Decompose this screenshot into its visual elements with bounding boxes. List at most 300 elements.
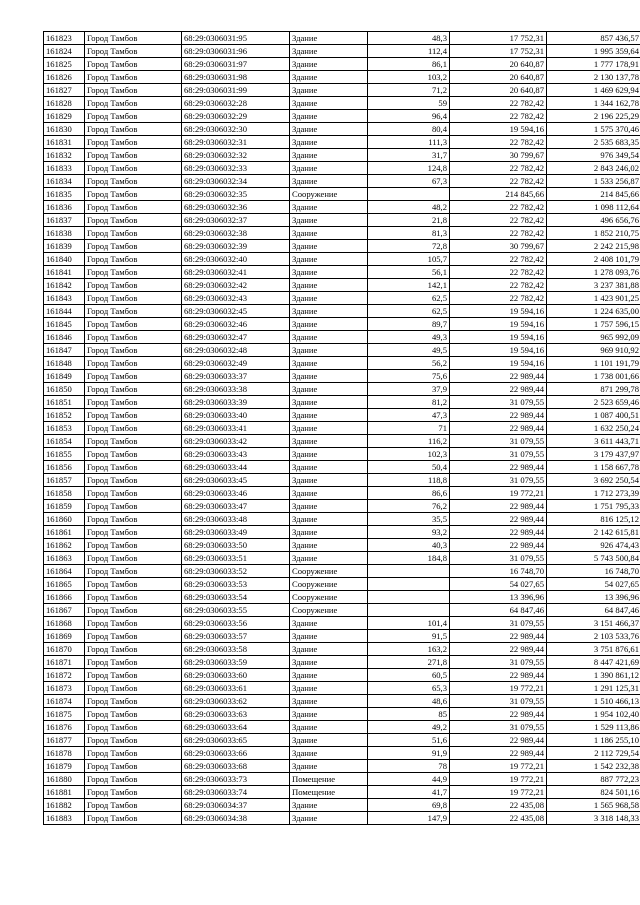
table-row	[44, 448, 640, 461]
cadastral-number-cell: 68:29:0306034:38	[182, 812, 290, 825]
cadastral-value-cell: 824 501,16	[547, 786, 640, 799]
cadastral-value-cell: 8 447 421,69	[547, 656, 640, 669]
table-row	[44, 279, 640, 292]
table-row	[44, 409, 640, 422]
unit-value-cell: 22 989,44	[450, 708, 547, 721]
unit-value-cell: 31 079,55	[450, 396, 547, 409]
area-cell: 49,3	[368, 331, 450, 344]
cadastral-number-cell: 68:29:0306032:40	[182, 253, 290, 266]
area-cell: 118,8	[368, 474, 450, 487]
settlement-cell: Город Тамбов	[85, 344, 182, 357]
row-number-cell: 161840	[44, 253, 85, 266]
table-row	[44, 487, 640, 500]
settlement-cell: Город Тамбов	[85, 591, 182, 604]
unit-value-cell: 17 752,31	[450, 32, 547, 45]
area-cell: 101,4	[368, 617, 450, 630]
object-type-cell: Здание	[290, 357, 368, 370]
row-number-cell: 161837	[44, 214, 85, 227]
cadastral-value-cell: 2 196 225,29	[547, 110, 640, 123]
settlement-cell: Город Тамбов	[85, 604, 182, 617]
object-type-cell: Здание	[290, 617, 368, 630]
cadastral-value-cell: 64 847,46	[547, 604, 640, 617]
table-row	[44, 773, 640, 786]
row-number-cell: 161868	[44, 617, 85, 630]
table-row	[44, 526, 640, 539]
area-cell: 91,5	[368, 630, 450, 643]
area-cell: 76,2	[368, 500, 450, 513]
area-cell: 80,4	[368, 123, 450, 136]
settlement-cell: Город Тамбов	[85, 279, 182, 292]
cadastral-number-cell: 68:29:0306033:46	[182, 487, 290, 500]
cadastral-value-cell: 1 278 093,76	[547, 266, 640, 279]
row-number-cell: 161877	[44, 734, 85, 747]
object-type-cell: Здание	[290, 500, 368, 513]
area-cell: 67,3	[368, 175, 450, 188]
settlement-cell: Город Тамбов	[85, 331, 182, 344]
settlement-cell: Город Тамбов	[85, 461, 182, 474]
cadastral-number-cell: 68:29:0306032:47	[182, 331, 290, 344]
cadastral-number-cell: 68:29:0306033:45	[182, 474, 290, 487]
row-number-cell: 161855	[44, 448, 85, 461]
object-type-cell: Здание	[290, 149, 368, 162]
area-cell	[368, 565, 450, 578]
cadastral-number-cell: 68:29:0306033:64	[182, 721, 290, 734]
object-type-cell: Здание	[290, 799, 368, 812]
unit-value-cell: 30 799,67	[450, 240, 547, 253]
cadastral-number-cell: 68:29:0306033:42	[182, 435, 290, 448]
table-row	[44, 513, 640, 526]
row-number-cell: 161825	[44, 58, 85, 71]
cadastral-number-cell: 68:29:0306033:55	[182, 604, 290, 617]
cadastral-number-cell: 68:29:0306032:29	[182, 110, 290, 123]
row-number-cell: 161830	[44, 123, 85, 136]
table-row	[44, 565, 640, 578]
unit-value-cell: 31 079,55	[450, 552, 547, 565]
settlement-cell: Город Тамбов	[85, 474, 182, 487]
area-cell: 69,8	[368, 799, 450, 812]
unit-value-cell: 22 989,44	[450, 383, 547, 396]
object-type-cell: Здание	[290, 383, 368, 396]
cadastral-value-cell: 54 027,65	[547, 578, 640, 591]
row-number-cell: 161857	[44, 474, 85, 487]
area-cell: 111,3	[368, 136, 450, 149]
row-number-cell: 161859	[44, 500, 85, 513]
unit-value-cell: 22 782,42	[450, 110, 547, 123]
row-number-cell: 161839	[44, 240, 85, 253]
cadastral-value-cell: 1 565 968,58	[547, 799, 640, 812]
row-number-cell: 161843	[44, 292, 85, 305]
table-row	[44, 682, 640, 695]
area-cell: 48,2	[368, 201, 450, 214]
table-row	[44, 695, 640, 708]
document-page	[43, 31, 639, 825]
cadastral-value-cell: 13 396,96	[547, 591, 640, 604]
cadastral-number-cell: 68:29:0306033:54	[182, 591, 290, 604]
cadastral-number-cell: 68:29:0306033:65	[182, 734, 290, 747]
settlement-cell: Город Тамбов	[85, 799, 182, 812]
table-row	[44, 578, 640, 591]
area-cell: 47,3	[368, 409, 450, 422]
unit-value-cell: 22 989,44	[450, 370, 547, 383]
object-type-cell: Здание	[290, 513, 368, 526]
area-cell: 91,9	[368, 747, 450, 760]
settlement-cell: Город Тамбов	[85, 240, 182, 253]
unit-value-cell: 22 989,44	[450, 734, 547, 747]
object-type-cell: Здание	[290, 682, 368, 695]
cadastral-value-cell: 3 611 443,71	[547, 435, 640, 448]
area-cell: 62,5	[368, 305, 450, 318]
area-cell: 21,8	[368, 214, 450, 227]
object-type-cell: Помещение	[290, 773, 368, 786]
area-cell: 51,6	[368, 734, 450, 747]
cadastral-number-cell: 68:29:0306033:51	[182, 552, 290, 565]
object-type-cell: Сооружение	[290, 565, 368, 578]
object-type-cell: Здание	[290, 448, 368, 461]
unit-value-cell: 22 989,44	[450, 409, 547, 422]
settlement-cell: Город Тамбов	[85, 292, 182, 305]
unit-value-cell: 22 989,44	[450, 422, 547, 435]
row-number-cell: 161878	[44, 747, 85, 760]
cadastral-number-cell: 68:29:0306032:32	[182, 149, 290, 162]
row-number-cell: 161871	[44, 656, 85, 669]
area-cell: 50,4	[368, 461, 450, 474]
cadastral-number-cell: 68:29:0306033:37	[182, 370, 290, 383]
table-row	[44, 318, 640, 331]
settlement-cell: Город Тамбов	[85, 669, 182, 682]
area-cell: 75,6	[368, 370, 450, 383]
object-type-cell: Здание	[290, 344, 368, 357]
cadastral-value-cell: 857 436,57	[547, 32, 640, 45]
object-type-cell: Здание	[290, 656, 368, 669]
cadastral-value-cell: 3 751 876,61	[547, 643, 640, 656]
cadastral-value-cell: 871 299,78	[547, 383, 640, 396]
cadastral-value-cell: 1 777 178,91	[547, 58, 640, 71]
settlement-cell: Город Тамбов	[85, 175, 182, 188]
table-row	[44, 305, 640, 318]
settlement-cell: Город Тамбов	[85, 500, 182, 513]
settlement-cell: Город Тамбов	[85, 578, 182, 591]
cadastral-value-cell: 1 751 795,33	[547, 500, 640, 513]
row-number-cell: 161883	[44, 812, 85, 825]
table-row	[44, 747, 640, 760]
object-type-cell: Сооружение	[290, 578, 368, 591]
row-number-cell: 161864	[44, 565, 85, 578]
object-type-cell: Здание	[290, 175, 368, 188]
row-number-cell: 161865	[44, 578, 85, 591]
area-cell: 105,7	[368, 253, 450, 266]
settlement-cell: Город Тамбов	[85, 643, 182, 656]
cadastral-number-cell: 68:29:0306032:38	[182, 227, 290, 240]
row-number-cell: 161853	[44, 422, 85, 435]
row-number-cell: 161835	[44, 188, 85, 201]
table-row	[44, 474, 640, 487]
cadastral-value-cell: 816 125,12	[547, 513, 640, 526]
unit-value-cell: 31 079,55	[450, 617, 547, 630]
cadastral-number-cell: 68:29:0306032:34	[182, 175, 290, 188]
cadastral-value-cell: 1 224 635,00	[547, 305, 640, 318]
cadastral-number-cell: 68:29:0306033:44	[182, 461, 290, 474]
table-row	[44, 110, 640, 123]
row-number-cell: 161842	[44, 279, 85, 292]
cadastral-value-cell: 3 318 148,33	[547, 812, 640, 825]
settlement-cell: Город Тамбов	[85, 682, 182, 695]
area-cell: 48,3	[368, 32, 450, 45]
table-row	[44, 201, 640, 214]
area-cell: 48,6	[368, 695, 450, 708]
cadastral-number-cell: 68:29:0306032:37	[182, 214, 290, 227]
cadastral-value-cell: 1 186 255,10	[547, 734, 640, 747]
settlement-cell: Город Тамбов	[85, 214, 182, 227]
unit-value-cell: 19 772,21	[450, 786, 547, 799]
unit-value-cell: 22 782,42	[450, 136, 547, 149]
unit-value-cell: 20 640,87	[450, 71, 547, 84]
table-row	[44, 136, 640, 149]
unit-value-cell: 19 594,16	[450, 318, 547, 331]
settlement-cell: Город Тамбов	[85, 45, 182, 58]
object-type-cell: Здание	[290, 292, 368, 305]
row-number-cell: 161847	[44, 344, 85, 357]
area-cell: 40,3	[368, 539, 450, 552]
unit-value-cell: 22 782,42	[450, 253, 547, 266]
object-type-cell: Здание	[290, 409, 368, 422]
cadastral-number-cell: 68:29:0306032:45	[182, 305, 290, 318]
settlement-cell: Город Тамбов	[85, 123, 182, 136]
row-number-cell: 161874	[44, 695, 85, 708]
area-cell	[368, 188, 450, 201]
object-type-cell: Здание	[290, 708, 368, 721]
unit-value-cell: 22 989,44	[450, 513, 547, 526]
cadastral-number-cell: 68:29:0306033:50	[182, 539, 290, 552]
row-number-cell: 161851	[44, 396, 85, 409]
cadastral-number-cell: 68:29:0306033:74	[182, 786, 290, 799]
object-type-cell: Здание	[290, 318, 368, 331]
cadastral-value-cell: 2 535 683,35	[547, 136, 640, 149]
table-row	[44, 721, 640, 734]
table-row	[44, 422, 640, 435]
cadastral-value-cell: 1 087 400,51	[547, 409, 640, 422]
settlement-cell: Город Тамбов	[85, 565, 182, 578]
settlement-cell: Город Тамбов	[85, 253, 182, 266]
object-type-cell: Здание	[290, 526, 368, 539]
object-type-cell: Здание	[290, 396, 368, 409]
cadastral-number-cell: 68:29:0306033:53	[182, 578, 290, 591]
area-cell: 49,2	[368, 721, 450, 734]
unit-value-cell: 22 989,44	[450, 461, 547, 474]
unit-value-cell: 19 594,16	[450, 331, 547, 344]
table-row	[44, 604, 640, 617]
cadastral-number-cell: 68:29:0306033:63	[182, 708, 290, 721]
settlement-cell: Город Тамбов	[85, 422, 182, 435]
unit-value-cell: 22 989,44	[450, 526, 547, 539]
unit-value-cell: 31 079,55	[450, 721, 547, 734]
unit-value-cell: 22 782,42	[450, 279, 547, 292]
area-cell: 35,5	[368, 513, 450, 526]
area-cell: 41,7	[368, 786, 450, 799]
unit-value-cell: 19 772,21	[450, 682, 547, 695]
object-type-cell: Здание	[290, 84, 368, 97]
cadastral-number-cell: 68:29:0306032:36	[182, 201, 290, 214]
settlement-cell: Город Тамбов	[85, 58, 182, 71]
object-type-cell: Здание	[290, 123, 368, 136]
table-body	[44, 32, 640, 825]
cadastral-number-cell: 68:29:0306032:43	[182, 292, 290, 305]
cadastral-value-cell: 1 344 162,78	[547, 97, 640, 110]
unit-value-cell: 22 989,44	[450, 630, 547, 643]
row-number-cell: 161831	[44, 136, 85, 149]
cadastral-value-cell: 1 995 359,64	[547, 45, 640, 58]
row-number-cell: 161858	[44, 487, 85, 500]
unit-value-cell: 22 989,44	[450, 669, 547, 682]
cadastral-value-cell: 1 158 667,78	[547, 461, 640, 474]
settlement-cell: Город Тамбов	[85, 136, 182, 149]
cadastral-number-cell: 68:29:0306031:98	[182, 71, 290, 84]
cadastral-value-cell: 1 098 112,64	[547, 201, 640, 214]
settlement-cell: Город Тамбов	[85, 383, 182, 396]
object-type-cell: Здание	[290, 760, 368, 773]
cadastral-value-cell: 926 474,43	[547, 539, 640, 552]
settlement-cell: Город Тамбов	[85, 487, 182, 500]
table-row	[44, 786, 640, 799]
row-number-cell: 161881	[44, 786, 85, 799]
settlement-cell: Город Тамбов	[85, 539, 182, 552]
area-cell: 37,9	[368, 383, 450, 396]
area-cell: 86,6	[368, 487, 450, 500]
unit-value-cell: 31 079,55	[450, 656, 547, 669]
area-cell: 71	[368, 422, 450, 435]
settlement-cell: Город Тамбов	[85, 370, 182, 383]
table-row	[44, 591, 640, 604]
cadastral-number-cell: 68:29:0306033:58	[182, 643, 290, 656]
area-cell: 271,8	[368, 656, 450, 669]
cadastral-number-cell: 68:29:0306033:68	[182, 760, 290, 773]
row-number-cell: 161870	[44, 643, 85, 656]
object-type-cell: Здание	[290, 643, 368, 656]
object-type-cell: Здание	[290, 32, 368, 45]
area-cell: 81,3	[368, 227, 450, 240]
row-number-cell: 161863	[44, 552, 85, 565]
cadastral-value-cell: 2 242 215,98	[547, 240, 640, 253]
row-number-cell: 161827	[44, 84, 85, 97]
cadastral-value-cell: 2 408 101,79	[547, 253, 640, 266]
row-number-cell: 161826	[44, 71, 85, 84]
cadastral-number-cell: 68:29:0306032:39	[182, 240, 290, 253]
unit-value-cell: 19 772,21	[450, 773, 547, 786]
row-number-cell: 161882	[44, 799, 85, 812]
row-number-cell: 161879	[44, 760, 85, 773]
object-type-cell: Здание	[290, 422, 368, 435]
settlement-cell: Город Тамбов	[85, 71, 182, 84]
unit-value-cell: 17 752,31	[450, 45, 547, 58]
unit-value-cell: 22 782,42	[450, 292, 547, 305]
settlement-cell: Город Тамбов	[85, 552, 182, 565]
settlement-cell: Город Тамбов	[85, 747, 182, 760]
area-cell: 78	[368, 760, 450, 773]
row-number-cell: 161867	[44, 604, 85, 617]
row-number-cell: 161850	[44, 383, 85, 396]
settlement-cell: Город Тамбов	[85, 110, 182, 123]
cadastral-value-cell: 1 757 596,15	[547, 318, 640, 331]
object-type-cell: Здание	[290, 305, 368, 318]
area-cell	[368, 591, 450, 604]
settlement-cell: Город Тамбов	[85, 32, 182, 45]
object-type-cell: Здание	[290, 214, 368, 227]
settlement-cell: Город Тамбов	[85, 396, 182, 409]
area-cell: 59	[368, 97, 450, 110]
settlement-cell: Город Тамбов	[85, 760, 182, 773]
row-number-cell: 161849	[44, 370, 85, 383]
cadastral-number-cell: 68:29:0306032:46	[182, 318, 290, 331]
table-row	[44, 461, 640, 474]
cadastral-number-cell: 68:29:0306032:49	[182, 357, 290, 370]
object-type-cell: Здание	[290, 331, 368, 344]
cadastral-value-cell: 887 772,23	[547, 773, 640, 786]
cadastral-number-cell: 68:29:0306033:48	[182, 513, 290, 526]
unit-value-cell: 31 079,55	[450, 435, 547, 448]
unit-value-cell: 22 782,42	[450, 227, 547, 240]
settlement-cell: Город Тамбов	[85, 149, 182, 162]
table-row	[44, 175, 640, 188]
object-type-cell: Здание	[290, 630, 368, 643]
object-type-cell: Здание	[290, 253, 368, 266]
unit-value-cell: 22 782,42	[450, 97, 547, 110]
object-type-cell: Здание	[290, 227, 368, 240]
area-cell: 184,8	[368, 552, 450, 565]
area-cell: 56,2	[368, 357, 450, 370]
table-row	[44, 669, 640, 682]
area-cell: 62,5	[368, 292, 450, 305]
settlement-cell: Город Тамбов	[85, 812, 182, 825]
unit-value-cell: 54 027,65	[450, 578, 547, 591]
cadastral-number-cell: 68:29:0306033:39	[182, 396, 290, 409]
object-type-cell: Сооружение	[290, 604, 368, 617]
cadastral-value-cell: 1 423 901,25	[547, 292, 640, 305]
settlement-cell: Город Тамбов	[85, 786, 182, 799]
object-type-cell: Здание	[290, 240, 368, 253]
unit-value-cell: 31 079,55	[450, 448, 547, 461]
area-cell: 89,7	[368, 318, 450, 331]
object-type-cell: Здание	[290, 734, 368, 747]
object-type-cell: Здание	[290, 539, 368, 552]
row-number-cell: 161854	[44, 435, 85, 448]
area-cell: 147,9	[368, 812, 450, 825]
object-type-cell: Здание	[290, 812, 368, 825]
row-number-cell: 161836	[44, 201, 85, 214]
cadastral-value-cell: 214 845,66	[547, 188, 640, 201]
table-row	[44, 162, 640, 175]
table-row	[44, 240, 640, 253]
area-cell: 116,2	[368, 435, 450, 448]
cadastral-value-cell: 1 954 102,40	[547, 708, 640, 721]
cadastral-number-cell: 68:29:0306032:30	[182, 123, 290, 136]
settlement-cell: Город Тамбов	[85, 708, 182, 721]
table-row	[44, 383, 640, 396]
area-cell: 65,3	[368, 682, 450, 695]
table-row	[44, 552, 640, 565]
settlement-cell: Город Тамбов	[85, 266, 182, 279]
table-row	[44, 357, 640, 370]
cadastral-value-cell: 1 712 273,39	[547, 487, 640, 500]
row-number-cell: 161866	[44, 591, 85, 604]
settlement-cell: Город Тамбов	[85, 721, 182, 734]
row-number-cell: 161838	[44, 227, 85, 240]
unit-value-cell: 64 847,46	[450, 604, 547, 617]
table-row	[44, 32, 640, 45]
object-type-cell: Здание	[290, 136, 368, 149]
area-cell: 112,4	[368, 45, 450, 58]
table-row	[44, 344, 640, 357]
table-row	[44, 97, 640, 110]
unit-value-cell: 13 396,96	[450, 591, 547, 604]
